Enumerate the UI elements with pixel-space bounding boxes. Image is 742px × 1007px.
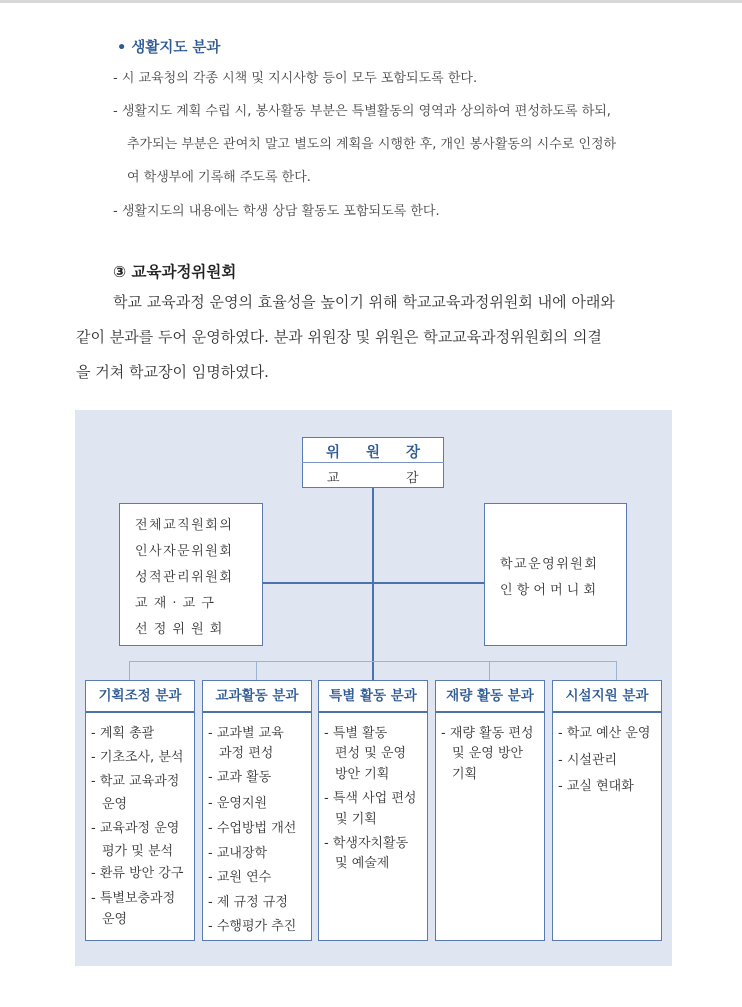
- committee-name: 인사자문위원회: [135, 544, 234, 559]
- subcommittee-item: - 운영지원: [208, 796, 268, 811]
- paragraph-line: 학교 교육과정 운영의 효율성을 높이기 위해 학교교육과정위원회 내에 아래와: [113, 293, 615, 311]
- top-border: [0, 0, 742, 3]
- committee-name: 인 항 어 머 니 회: [500, 583, 597, 598]
- subcommittee-item: - 특별 활동: [324, 726, 388, 741]
- subcommittee-item: - 교과별 교육: [208, 726, 284, 741]
- subcommittee-item: 기획: [452, 767, 478, 782]
- committee-name: 전체교직원회의: [135, 518, 234, 533]
- chair-title: [302, 437, 444, 463]
- committee-name: 선 정 위 원 회: [135, 622, 224, 637]
- connector-vertical: [372, 488, 374, 681]
- subcommittee-item: 및 운영 방안: [452, 746, 524, 761]
- subcommittee-facilities: [552, 680, 662, 941]
- chair-char: 장: [406, 445, 421, 461]
- committee-name: 성적관리위원회: [135, 570, 234, 585]
- subcommittee-curriculum: [202, 680, 312, 941]
- bullet-item: - 생활지도의 내용에는 학생 상담 활동도 포함되도록 한다.: [113, 204, 440, 219]
- subcommittee-item: 및 기획: [335, 812, 377, 827]
- subcommittee-item: - 특별보충과정: [91, 891, 176, 906]
- bullet-continuation: 추가되는 부분은 관여치 말고 별도의 계획을 시행한 후, 개인 봉사활동의 시수로 인정하: [127, 137, 617, 152]
- connector-horizontal: [263, 582, 484, 584]
- subcommittee-item: 편성 및 운영: [335, 746, 407, 761]
- subcommittee-item: 방안 기획: [335, 767, 390, 782]
- subcommittee-discretionary-activity: [435, 680, 545, 941]
- subcommittee-item: - 교원 연수: [208, 870, 272, 885]
- subcommittee-item: - 교실 현대화: [558, 779, 634, 794]
- committee-name: 학교운영위원회: [500, 557, 599, 572]
- subcommittee-item: - 계획 총괄: [91, 726, 155, 741]
- chair-char: 원: [366, 445, 381, 461]
- branch-drop: [489, 661, 490, 680]
- subcommittee-item: - 교내장학: [208, 846, 268, 861]
- subcommittee-title: 기획조정 분과: [86, 681, 194, 713]
- subcommittee-item: - 교과 활동: [208, 770, 272, 785]
- advisory-committees-box: [119, 503, 263, 646]
- chair-sub-char: 교: [327, 471, 340, 486]
- subcommittee-item: - 재량 활동 편성: [441, 726, 534, 741]
- subcommittee-item: - 특색 사업 편성: [324, 791, 417, 806]
- subcommittee-item: 운영: [102, 797, 128, 812]
- chair-char: 위: [326, 445, 341, 461]
- subcommittee-planning: [85, 680, 195, 941]
- subcommittee-item: 운영: [102, 912, 128, 927]
- bullet-continuation: 여 학생부에 기록해 주도록 한다.: [127, 170, 311, 185]
- paragraph-line: 을 거쳐 학교장이 임명하였다.: [76, 363, 269, 381]
- subcommittee-item: - 수업방법 개선: [208, 821, 297, 836]
- subcommittee-title: 재량 활동 분과: [436, 681, 544, 713]
- committee-name: 교 재 · 교 구: [135, 596, 215, 611]
- chair-sub-char: 감: [406, 471, 419, 486]
- subcommittee-item: - 학교 예산 운영: [558, 726, 651, 741]
- subcommittee-title: 특별 활동 분과: [319, 681, 427, 713]
- subcommittee-item: - 수행평가 추진: [208, 919, 297, 934]
- subcommittee-item: 및 예술제: [335, 856, 390, 871]
- paragraph-line: 같이 분과를 두어 운영하였다. 분과 위원장 및 위원은 학교교육과정위원회의 의결: [76, 328, 602, 346]
- subcommittee-item: - 학생자치활동: [324, 836, 409, 851]
- branch-drop: [256, 661, 257, 680]
- subsection-heading: ③ 교육과정위원회: [113, 263, 237, 281]
- subcommittee-item: - 제 규정 규정: [208, 895, 288, 910]
- branch-line: [129, 661, 617, 662]
- subcommittee-item: 평가 및 분석: [102, 844, 174, 859]
- subcommittee-item: - 기초조사, 분석: [91, 750, 184, 765]
- subcommittee-item: - 교육과정 운영: [91, 821, 180, 836]
- branch-drop: [616, 661, 617, 680]
- school-council-box: [484, 503, 627, 646]
- bullet-item: - 시 교육청의 각종 시책 및 지시사항 등이 모두 포함되도록 한다.: [113, 71, 478, 86]
- subcommittee-title: 시설지원 분과: [553, 681, 661, 713]
- subcommittee-title: 교과활동 분과: [203, 681, 311, 713]
- subcommittee-item: - 환류 방안 강구: [91, 866, 184, 881]
- chair-holder: [302, 463, 444, 488]
- subcommittee-special-activity: [318, 680, 428, 941]
- section-title: • 생활지도 분과: [117, 40, 221, 56]
- subcommittee-item: - 학교 교육과정: [91, 774, 180, 789]
- bullet-item: - 생활지도 계획 수립 시, 봉사활동 부분은 특별활동의 영역과 상의하여 편성하도록 하되,: [113, 104, 611, 119]
- subcommittee-item: 과정 편성: [219, 746, 274, 761]
- subcommittee-item: - 시설관리: [558, 753, 618, 768]
- branch-drop: [129, 661, 130, 680]
